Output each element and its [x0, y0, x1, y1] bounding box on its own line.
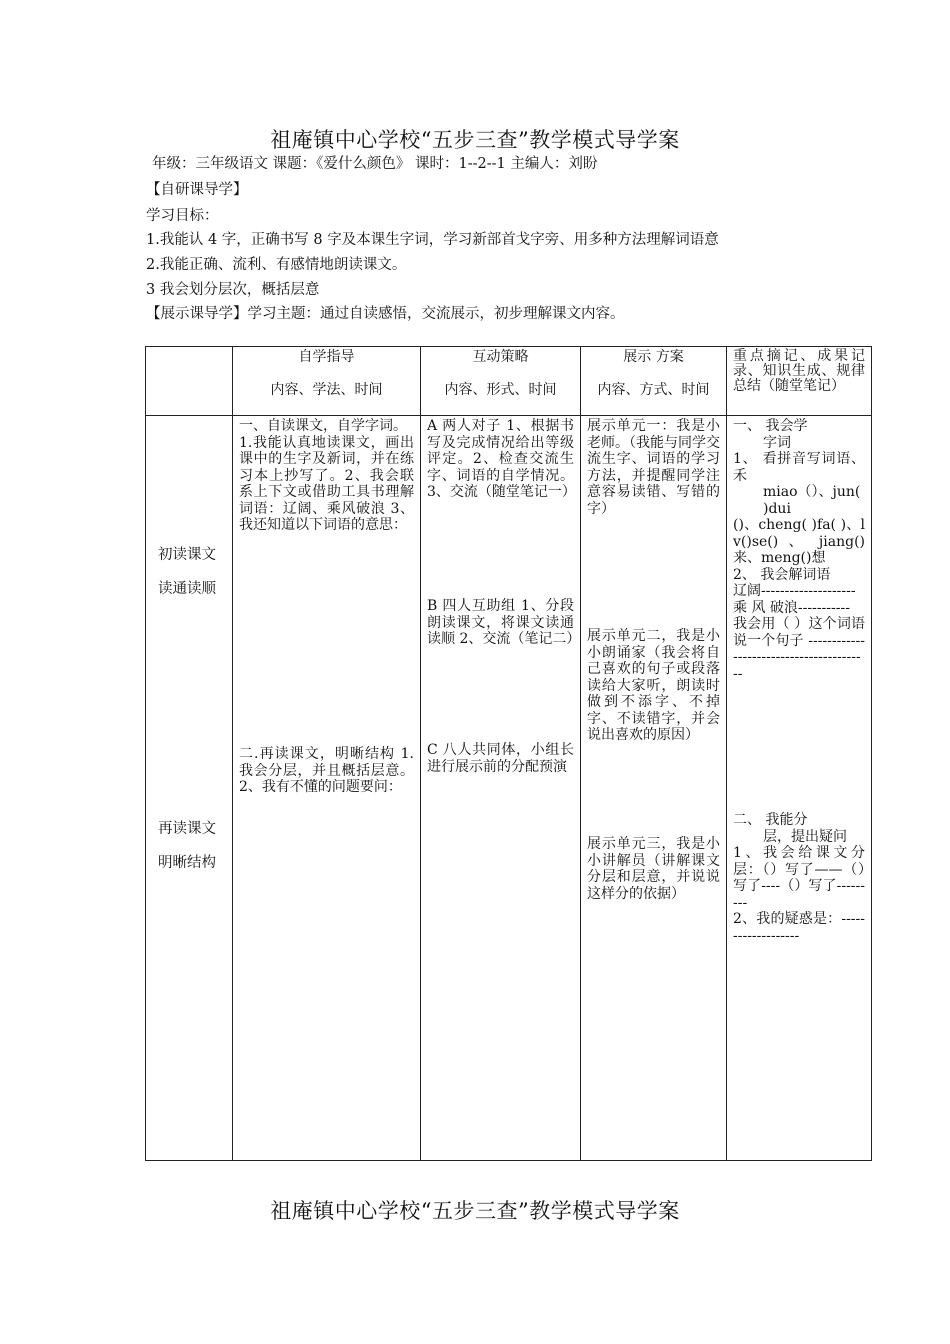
interaction-cell	[421, 416, 581, 1161]
notes-section-1	[733, 418, 865, 682]
stage-2-line2: 明晰结构	[158, 855, 216, 871]
header-title: 自学指导	[298, 349, 355, 365]
notes-item: 辽阔--------------------	[733, 583, 856, 599]
lesson-meta: 年级：三年级语文 课题：《爱什么颜色》 课时：1--2--1 主编人：刘盼	[152, 156, 598, 172]
goal-item: 1.我能认 4 字，正确书写 8 字及本课生字词，学习新部首戈字旁、用多种方法理解词语意	[146, 232, 719, 248]
display-cell	[581, 416, 727, 1161]
notes-section-2	[733, 812, 865, 944]
display-unit-1: 展示单元一：我是小老师。（我能与同学交流生字、词语的学习方法，并提醒同学注意容易读错、写错的字）	[587, 418, 720, 517]
interaction-block-b: B 四人互助组 1、分段朗读课文，将课文读通读顺 2、交流（笔记二）	[427, 598, 581, 647]
self-study-cell	[233, 416, 421, 1161]
notes-cell	[727, 416, 872, 1161]
page-title-repeat: 祖庵镇中心学校“五步三查”教学模式导学案	[270, 1199, 680, 1223]
notes-heading: 二、 我能分	[733, 812, 808, 828]
notes-heading: 一、 我会学	[733, 418, 808, 434]
section-display-heading: 【展示课导学】学习主题：通过自读感悟，交流展示，初步理解课文内容。	[146, 306, 625, 322]
notes-item: 2、我的疑惑是：-------------------	[733, 911, 865, 944]
notes-item: 1、我会给课文分层：（）写了——（）写了----（）写了---------	[733, 845, 865, 911]
header-title: 展示 方案	[623, 349, 684, 365]
notes-item: ()、cheng( )fa( )、lv()se() 、 jiang()来、meng()想	[733, 517, 865, 566]
goals-heading: 学习目标：	[146, 208, 219, 224]
display-unit-2: 展示单元二，我是小小朗诵家（我会将自己喜欢的句子或段落读给大家听，朗读时做到不添字、不掉字、不读错字，并会说出喜欢的原因）	[587, 628, 720, 743]
header-title: 互动策略	[472, 349, 529, 365]
goal-item: 3 我会划分层次，概括层意	[146, 282, 320, 298]
notes-item: 我会用（ ）这个词语说一个句子 -----------------------------------------	[733, 616, 865, 682]
stage-1-label	[158, 538, 216, 606]
notes-item: 乘 风 破浪-----------	[733, 599, 850, 616]
table-header-row	[146, 347, 872, 416]
guide-table	[145, 346, 872, 1161]
interaction-block-a: A 两人对子 1、根据书写及完成情况给出等级评定。2、检查交流生字、词语的自学情况。3、交流（随堂笔记一）	[427, 418, 576, 500]
self-study-block-2: 二.再读课文，明晰结构 1.我会分层，并且概括层意。2、我有不懂的问题要问：	[239, 746, 414, 795]
interaction-block-c: C 八人共同体，小组长进行展示前的分配预演	[427, 742, 574, 775]
stage-2-line1: 再读课文	[158, 821, 216, 837]
stage-2-label	[158, 812, 216, 880]
header-cell-notes: 重点摘记、成果记录、知识生成、规律总结（随堂笔记）	[727, 347, 872, 416]
header-subtitle: 内容、学法、时间	[270, 381, 383, 398]
goal-item: 2.我能正确、流利、有感情地朗读课文。	[146, 257, 407, 273]
notes-heading-cont: 字词	[763, 434, 791, 451]
page-title: 祖庵镇中心学校“五步三查”教学模式导学案	[270, 128, 680, 152]
header-cell-stage	[146, 347, 233, 416]
header-subtitle: 内容、形式、时间	[444, 381, 557, 398]
stage-1-line2: 读通读顺	[158, 581, 216, 597]
self-study-block-1: 一、自读课文，自学字词。 1.我能认真地读课文，画出课中的生字及新词，并在练习本上抄写了。2、我会联系上下文或借助工具书理解词语：辽阔、乘风破浪 3、我还知道以下词语的意思：	[239, 418, 414, 533]
stage-1-line1: 初读课文	[158, 547, 216, 563]
stage-cell	[146, 416, 233, 1161]
notes-item: )dui	[763, 500, 791, 517]
notes-item: 2、 我会解词语	[733, 566, 831, 583]
display-unit-3: 展示单元三，我是小小讲解员（讲解课文分层和层意，并说说这样分的依据）	[587, 836, 720, 902]
table-body-row	[146, 416, 872, 1161]
notes-item: 1、 看拼音写词语、禾	[733, 451, 865, 484]
notes-item: miao（）、jun(	[763, 484, 861, 500]
notes-heading-cont: 层，提出疑问	[763, 828, 847, 845]
header-subtitle: 内容、方式、时间	[597, 381, 710, 398]
header-cell-display	[581, 347, 727, 416]
header-cell-self-study	[233, 347, 421, 416]
section-self-study-heading: 【自研课导学】	[146, 182, 248, 198]
header-cell-interaction	[421, 347, 581, 416]
